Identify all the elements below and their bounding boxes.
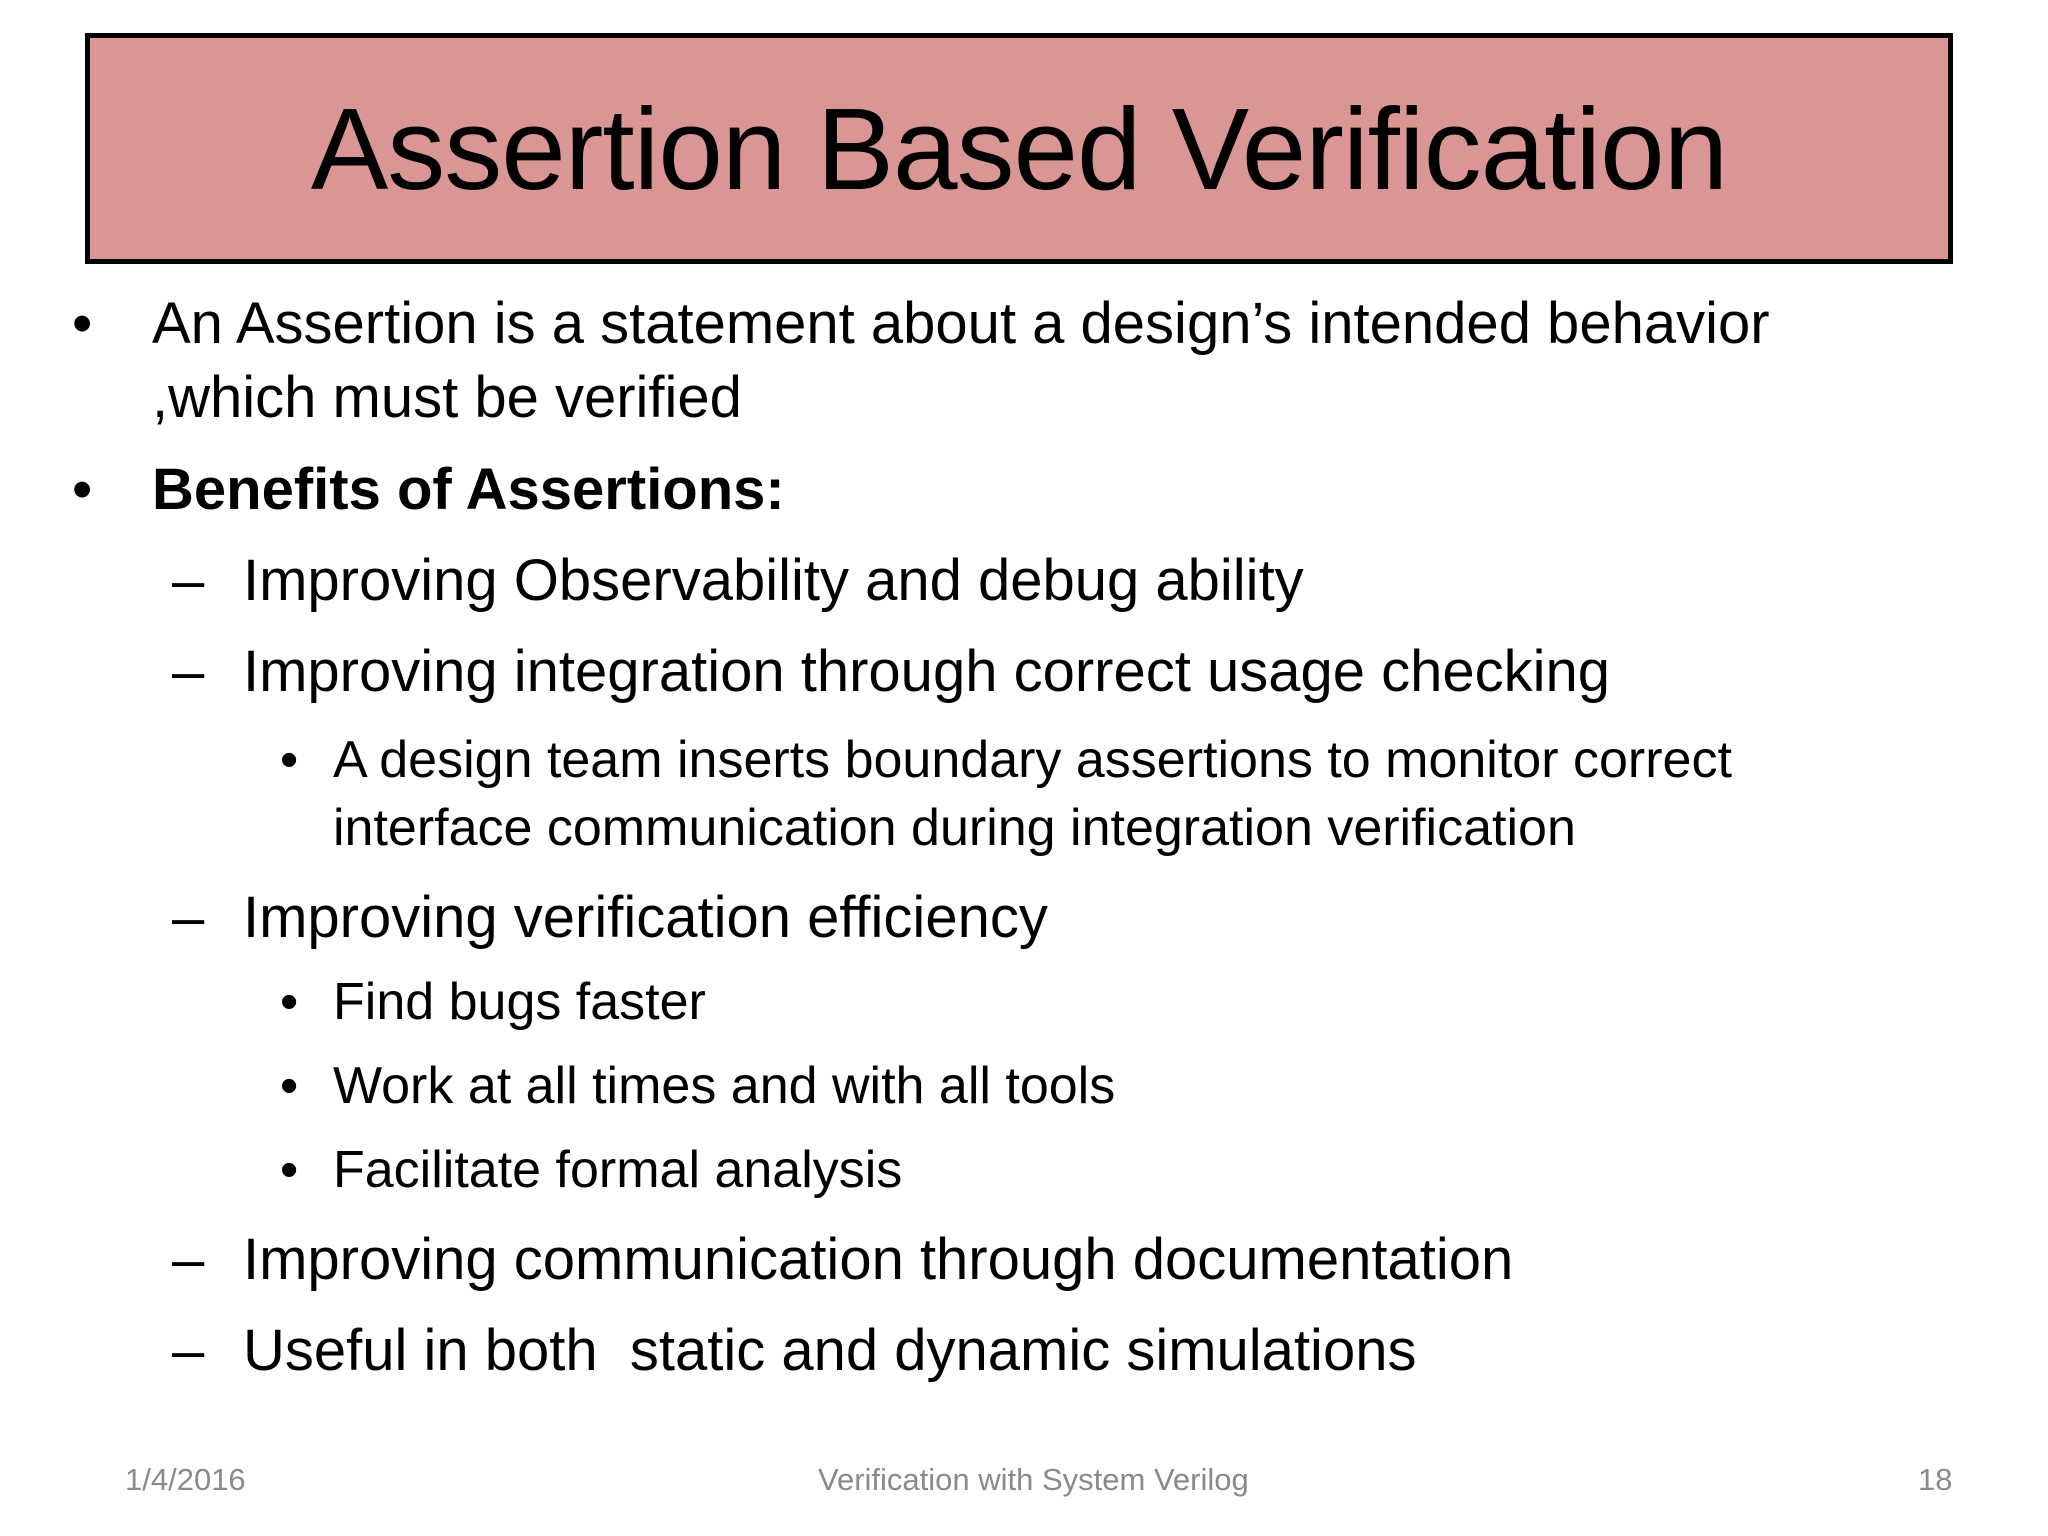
bullet-1-line-2: ,which must be verified	[152, 365, 742, 430]
dash-marker: –	[172, 548, 205, 613]
sub-item-documentation: Improving communication through documentation	[243, 1227, 1514, 1292]
sub-sub-item-boundary-line-1: A design team inserts boundary assertions to monitor correct	[333, 731, 1732, 789]
footer-date: 1/4/2016	[125, 1462, 246, 1497]
dash-marker: –	[172, 639, 205, 704]
slide-title: Assertion Based Verification	[310, 83, 1728, 214]
dash-marker: –	[172, 885, 205, 950]
sub-item-observability: Improving Observability and debug ability	[243, 548, 1304, 613]
sub-item-efficiency: Improving verification efficiency	[243, 885, 1048, 950]
bullet-marker: •	[280, 1057, 299, 1115]
bullet-2-heading: Benefits of Assertions:	[152, 457, 785, 522]
bullet-marker: •	[72, 291, 93, 356]
sub-sub-item-boundary-line-2: interface communication during integration verification	[333, 799, 1576, 857]
sub-sub-item-find-bugs: Find bugs faster	[333, 973, 706, 1031]
footer-page-number: 18	[1918, 1462, 1953, 1497]
bullet-marker: •	[280, 973, 299, 1031]
bullet-marker: •	[280, 1141, 299, 1199]
sub-item-integration: Improving integration through correct usage checking	[243, 639, 1610, 704]
bullet-marker: •	[280, 731, 299, 789]
bullet-1-line-1: An Assertion is a statement about a design’s intended behavior	[152, 291, 1770, 356]
sub-item-simulations: Useful in both static and dynamic simulations	[243, 1318, 1417, 1383]
bullet-marker: •	[72, 457, 93, 522]
sub-sub-item-all-tools: Work at all times and with all tools	[333, 1057, 1116, 1115]
dash-marker: –	[172, 1318, 205, 1383]
dash-marker: –	[172, 1227, 205, 1292]
footer-title: Verification with System Verilog	[818, 1462, 1249, 1497]
sub-sub-item-formal-analysis: Facilitate formal analysis	[333, 1141, 903, 1199]
